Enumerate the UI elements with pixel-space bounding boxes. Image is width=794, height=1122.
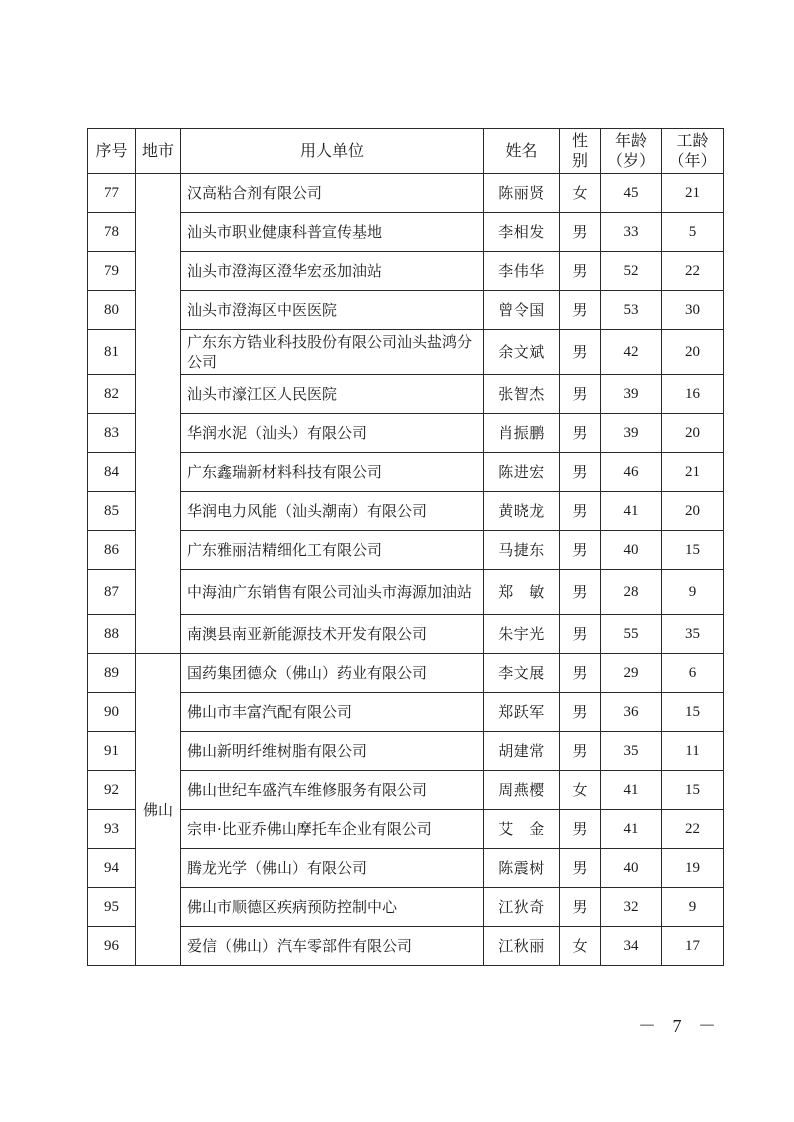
- page-number: － 7 －: [638, 1016, 722, 1036]
- age-cell: 41: [601, 810, 662, 849]
- header-work-line2: （年）: [668, 151, 717, 170]
- person-name-cell: 郑跃军: [484, 693, 560, 732]
- age-cell: 42: [601, 330, 662, 375]
- work-years-cell: 19: [662, 849, 724, 888]
- table-row: [88, 693, 724, 732]
- work-years-cell: 35: [662, 615, 724, 654]
- work-years-cell: 16: [662, 375, 724, 414]
- person-name-cell: 江秋丽: [484, 927, 560, 966]
- age-cell: 29: [601, 654, 662, 693]
- work-years-cell: 30: [662, 291, 724, 330]
- row-number-cell: 91: [88, 732, 136, 771]
- header-age: [601, 129, 662, 174]
- row-number-cell: 79: [88, 252, 136, 291]
- gender-cell: 男: [560, 252, 601, 291]
- work-years-cell: 21: [662, 174, 724, 213]
- person-name-cell: 江狄奇: [484, 888, 560, 927]
- table-row: [88, 213, 724, 252]
- work-years-cell: 5: [662, 213, 724, 252]
- work-years-cell: 20: [662, 492, 724, 531]
- table-row: [88, 291, 724, 330]
- gender-cell: 男: [560, 213, 601, 252]
- header-city: 地市: [136, 129, 181, 174]
- table-row: [88, 174, 724, 213]
- table-header-row: [88, 129, 724, 174]
- work-years-cell: 17: [662, 927, 724, 966]
- gender-cell: 男: [560, 654, 601, 693]
- employer-cell: 国药集团德众（佛山）药业有限公司: [181, 654, 484, 693]
- person-name-cell: 张智杰: [484, 375, 560, 414]
- work-years-cell: 11: [662, 732, 724, 771]
- employer-cell: 佛山世纪车盛汽车维修服务有限公司: [181, 771, 484, 810]
- roster-body: [88, 174, 724, 966]
- work-years-cell: 20: [662, 330, 724, 375]
- row-number-cell: 81: [88, 330, 136, 375]
- person-name-cell: 肖振鹏: [484, 414, 560, 453]
- age-cell: 39: [601, 375, 662, 414]
- person-name-cell: 陈震树: [484, 849, 560, 888]
- gender-cell: 男: [560, 531, 601, 570]
- age-cell: 55: [601, 615, 662, 654]
- employer-cell: 汕头市澄海区澄华宏丞加油站: [181, 252, 484, 291]
- table-row: [88, 849, 724, 888]
- work-years-cell: 6: [662, 654, 724, 693]
- city-cell: 佛山: [136, 654, 181, 966]
- gender-cell: 女: [560, 174, 601, 213]
- work-years-cell: 9: [662, 570, 724, 615]
- work-years-cell: 15: [662, 693, 724, 732]
- gender-cell: 男: [560, 453, 601, 492]
- age-cell: 36: [601, 693, 662, 732]
- table-row: [88, 888, 724, 927]
- gender-cell: 男: [560, 414, 601, 453]
- row-number-cell: 85: [88, 492, 136, 531]
- employer-cell: 南澳县南亚新能源技术开发有限公司: [181, 615, 484, 654]
- work-years-cell: 20: [662, 414, 724, 453]
- row-number-cell: 84: [88, 453, 136, 492]
- employer-cell: 广东鑫瑞新材料科技有限公司: [181, 453, 484, 492]
- gender-cell: 男: [560, 810, 601, 849]
- city-cell: [136, 174, 181, 654]
- table-row: [88, 732, 724, 771]
- person-name-cell: 艾 金: [484, 810, 560, 849]
- age-cell: 46: [601, 453, 662, 492]
- age-cell: 45: [601, 174, 662, 213]
- header-unit: 用人单位: [181, 129, 484, 174]
- age-cell: 40: [601, 849, 662, 888]
- age-cell: 41: [601, 771, 662, 810]
- employer-cell: 腾龙光学（佛山）有限公司: [181, 849, 484, 888]
- work-years-cell: 15: [662, 771, 724, 810]
- table-row: [88, 810, 724, 849]
- row-number-cell: 94: [88, 849, 136, 888]
- person-name-cell: 李相发: [484, 213, 560, 252]
- row-number-cell: 88: [88, 615, 136, 654]
- employer-cell: 广东雅丽洁精细化工有限公司: [181, 531, 484, 570]
- row-number-cell: 92: [88, 771, 136, 810]
- row-number-cell: 82: [88, 375, 136, 414]
- employer-cell: 佛山新明纤维树脂有限公司: [181, 732, 484, 771]
- gender-cell: 男: [560, 693, 601, 732]
- row-number-cell: 80: [88, 291, 136, 330]
- age-cell: 52: [601, 252, 662, 291]
- gender-cell: 男: [560, 492, 601, 531]
- employer-cell: 汉高粘合剂有限公司: [181, 174, 484, 213]
- age-cell: 32: [601, 888, 662, 927]
- person-name-cell: 曾令国: [484, 291, 560, 330]
- work-years-cell: 22: [662, 252, 724, 291]
- age-cell: 39: [601, 414, 662, 453]
- work-years-cell: 9: [662, 888, 724, 927]
- gender-cell: 男: [560, 888, 601, 927]
- employer-cell: 佛山市顺德区疾病预防控制中心: [181, 888, 484, 927]
- person-name-cell: 陈进宏: [484, 453, 560, 492]
- age-cell: 34: [601, 927, 662, 966]
- gender-cell: 女: [560, 927, 601, 966]
- header-work: [662, 129, 724, 174]
- person-name-cell: 郑 敏: [484, 570, 560, 615]
- work-years-cell: 21: [662, 453, 724, 492]
- person-name-cell: 余文斌: [484, 330, 560, 375]
- gender-cell: 男: [560, 291, 601, 330]
- table-row: [88, 615, 724, 654]
- row-number-cell: 87: [88, 570, 136, 615]
- gender-cell: 男: [560, 330, 601, 375]
- row-number-cell: 77: [88, 174, 136, 213]
- employer-cell: 华润电力风能（汕头潮南）有限公司: [181, 492, 484, 531]
- employer-cell: 汕头市澄海区中医医院: [181, 291, 484, 330]
- employer-cell: 中海油广东销售有限公司汕头市海源加油站: [181, 570, 484, 615]
- table-row: [88, 570, 724, 615]
- header-gender-line2: 别: [571, 151, 588, 170]
- header-age-line2: （岁）: [606, 151, 655, 170]
- work-years-cell: 15: [662, 531, 724, 570]
- person-name-cell: 胡建常: [484, 732, 560, 771]
- header-age-line1: 年龄: [614, 131, 647, 150]
- table-row: [88, 654, 724, 693]
- table-row: [88, 492, 724, 531]
- header-name: 姓名: [484, 129, 560, 174]
- table-row: [88, 375, 724, 414]
- row-number-cell: 83: [88, 414, 136, 453]
- person-name-cell: 周燕樱: [484, 771, 560, 810]
- employer-cell: 佛山市丰富汽配有限公司: [181, 693, 484, 732]
- row-number-cell: 90: [88, 693, 136, 732]
- row-number-cell: 93: [88, 810, 136, 849]
- employer-cell: 汕头市职业健康科普宣传基地: [181, 213, 484, 252]
- gender-cell: 男: [560, 570, 601, 615]
- table-row: [88, 531, 724, 570]
- age-cell: 53: [601, 291, 662, 330]
- person-name-cell: 马捷东: [484, 531, 560, 570]
- person-name-cell: 李伟华: [484, 252, 560, 291]
- row-number-cell: 96: [88, 927, 136, 966]
- header-work-line1: 工龄: [676, 131, 709, 150]
- employer-cell: 华润水泥（汕头）有限公司: [181, 414, 484, 453]
- employer-cell: 广东东方锆业科技股份有限公司汕头盐鸿分公司: [181, 330, 484, 375]
- table-row: [88, 330, 724, 375]
- age-cell: 28: [601, 570, 662, 615]
- gender-cell: 男: [560, 849, 601, 888]
- table-row: [88, 414, 724, 453]
- table-row: [88, 771, 724, 810]
- work-years-cell: 22: [662, 810, 724, 849]
- header-gender-line1: 性: [571, 131, 588, 150]
- row-number-cell: 78: [88, 213, 136, 252]
- row-number-cell: 86: [88, 531, 136, 570]
- gender-cell: 男: [560, 375, 601, 414]
- age-cell: 41: [601, 492, 662, 531]
- gender-cell: 女: [560, 771, 601, 810]
- age-cell: 33: [601, 213, 662, 252]
- person-name-cell: 黄晓龙: [484, 492, 560, 531]
- employer-cell: 宗申·比亚乔佛山摩托车企业有限公司: [181, 810, 484, 849]
- employer-cell: 爱信（佛山）汽车零部件有限公司: [181, 927, 484, 966]
- gender-cell: 男: [560, 732, 601, 771]
- table-row: [88, 252, 724, 291]
- row-number-cell: 95: [88, 888, 136, 927]
- table-row: [88, 927, 724, 966]
- person-name-cell: 李文展: [484, 654, 560, 693]
- roster-table: [87, 128, 724, 966]
- header-gender: [560, 129, 601, 174]
- row-number-cell: 89: [88, 654, 136, 693]
- age-cell: 40: [601, 531, 662, 570]
- table-row: [88, 453, 724, 492]
- person-name-cell: 陈丽贤: [484, 174, 560, 213]
- employer-cell: 汕头市濠江区人民医院: [181, 375, 484, 414]
- gender-cell: 男: [560, 615, 601, 654]
- age-cell: 35: [601, 732, 662, 771]
- person-name-cell: 朱宇光: [484, 615, 560, 654]
- header-num: 序号: [88, 129, 136, 174]
